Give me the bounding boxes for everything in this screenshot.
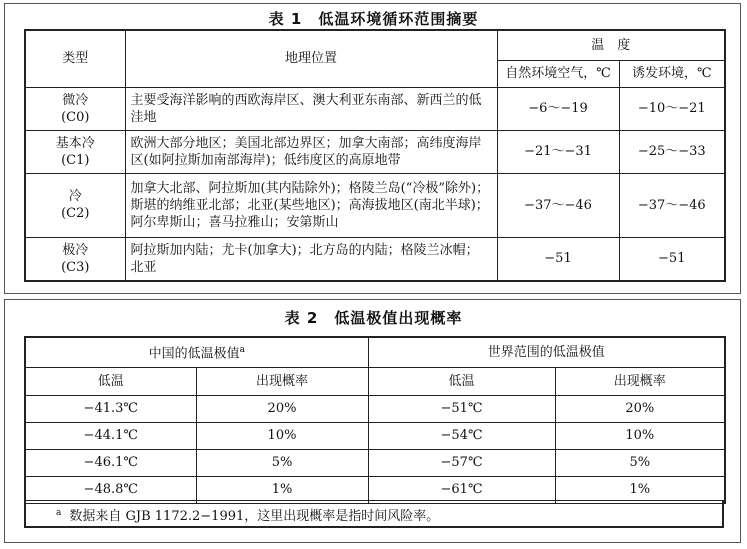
table-row: [25, 476, 725, 503]
world-low: −51℃: [368, 395, 555, 422]
world-prob: 5%: [555, 449, 725, 476]
row-natural: −51: [497, 237, 619, 281]
china-prob: 10%: [196, 422, 368, 449]
type-code: (C3): [61, 259, 90, 275]
type-name: 微冷: [62, 92, 89, 108]
row-induced: −10～−21: [619, 87, 725, 130]
china-low: −46.1℃: [25, 449, 196, 476]
china-prob-header: 出现概率: [196, 367, 368, 395]
header-natural: 自然环境空气，℃: [497, 60, 619, 87]
world-prob: 20%: [555, 395, 725, 422]
table-row: [25, 395, 725, 422]
table1-header-row: [25, 30, 725, 60]
table-row: [25, 422, 725, 449]
table2-title: 表 2 低温极值出现概率: [284, 309, 463, 327]
table1-title: 表 1 低温环境循环范围摘要: [268, 10, 479, 28]
china-low-header: 低温: [25, 367, 196, 395]
china-header: [25, 337, 368, 367]
row-natural: −37～−46: [497, 173, 619, 237]
china-low: −41.3℃: [25, 395, 196, 422]
type-code: (C1): [61, 152, 90, 168]
row-location: 主要受海洋影响的西欧海岸区、澳大利亚东南部、新西兰的低洼地: [125, 87, 497, 130]
header-type: 类型: [25, 30, 125, 87]
china-header-label: 中国的低温极值: [148, 346, 240, 362]
row-location: 加拿大北部、阿拉斯加(其内陆除外)；格陵兰岛(“冷极”除外)；斯堪的纳维亚北部；北亚(某些地区)；高海拔地区(南北半球)；阿尔卑斯山；喜马拉雅山；安第斯山: [125, 173, 497, 237]
type-code: (C0): [61, 109, 90, 125]
header-location: 地理位置: [125, 30, 497, 87]
table2-group-header-row: [25, 337, 725, 367]
world-header: 世界范围的低温极值: [368, 337, 725, 367]
china-header-footnote-mark: a: [239, 345, 245, 356]
footnote-mark: a: [56, 507, 62, 518]
header-induced: 诱发环境，℃: [619, 60, 725, 87]
type-code: (C2): [61, 206, 90, 221]
china-low: −48.8℃: [25, 476, 196, 503]
table-row: [25, 449, 725, 476]
row-location: 阿拉斯加内陆；尤卡(加拿大)；北方岛的内陆；格陵兰冰帽；北亚: [125, 237, 497, 281]
footnote-text: 数据来自 GJB 1172.2−1991，这里出现概率是指时间风险率。: [69, 509, 440, 524]
table-row: [25, 237, 725, 281]
world-prob: 10%: [555, 422, 725, 449]
row-natural: −21～−31: [497, 130, 619, 173]
row-natural: −6～−19: [497, 87, 619, 130]
world-prob: 1%: [555, 476, 725, 503]
table-row: [25, 173, 725, 237]
table2-column-header-row: [25, 367, 725, 395]
row-location: 欧洲大部分地区；美国北部边界区；加拿大南部；高纬度海岸区(如阿拉斯加南部海岸)；低纬度区的高原地带: [125, 130, 497, 173]
type-name: 极冷: [62, 242, 89, 258]
row-type: [25, 87, 125, 130]
row-type: [25, 237, 125, 281]
china-low: −44.1℃: [25, 422, 196, 449]
world-low-header: 低温: [368, 367, 555, 395]
type-name: 基本冷: [55, 135, 95, 151]
table1: [24, 29, 726, 282]
world-prob-header: 出现概率: [555, 367, 725, 395]
china-prob: 1%: [196, 476, 368, 503]
world-low: −61℃: [368, 476, 555, 503]
row-induced: −37～−46: [619, 173, 725, 237]
china-prob: 20%: [196, 395, 368, 422]
china-prob: 5%: [196, 449, 368, 476]
table2: [24, 336, 726, 504]
table-row: [25, 87, 725, 130]
row-induced: −25～−33: [619, 130, 725, 173]
world-low: −57℃: [368, 449, 555, 476]
world-low: −54℃: [368, 422, 555, 449]
row-induced: −51: [619, 237, 725, 281]
row-type: [25, 173, 125, 237]
table2-footnote: [24, 500, 724, 528]
row-type: [25, 130, 125, 173]
table-row: [25, 130, 725, 173]
type-name: 冷: [68, 189, 82, 204]
header-temperature: 温 度: [497, 30, 725, 60]
